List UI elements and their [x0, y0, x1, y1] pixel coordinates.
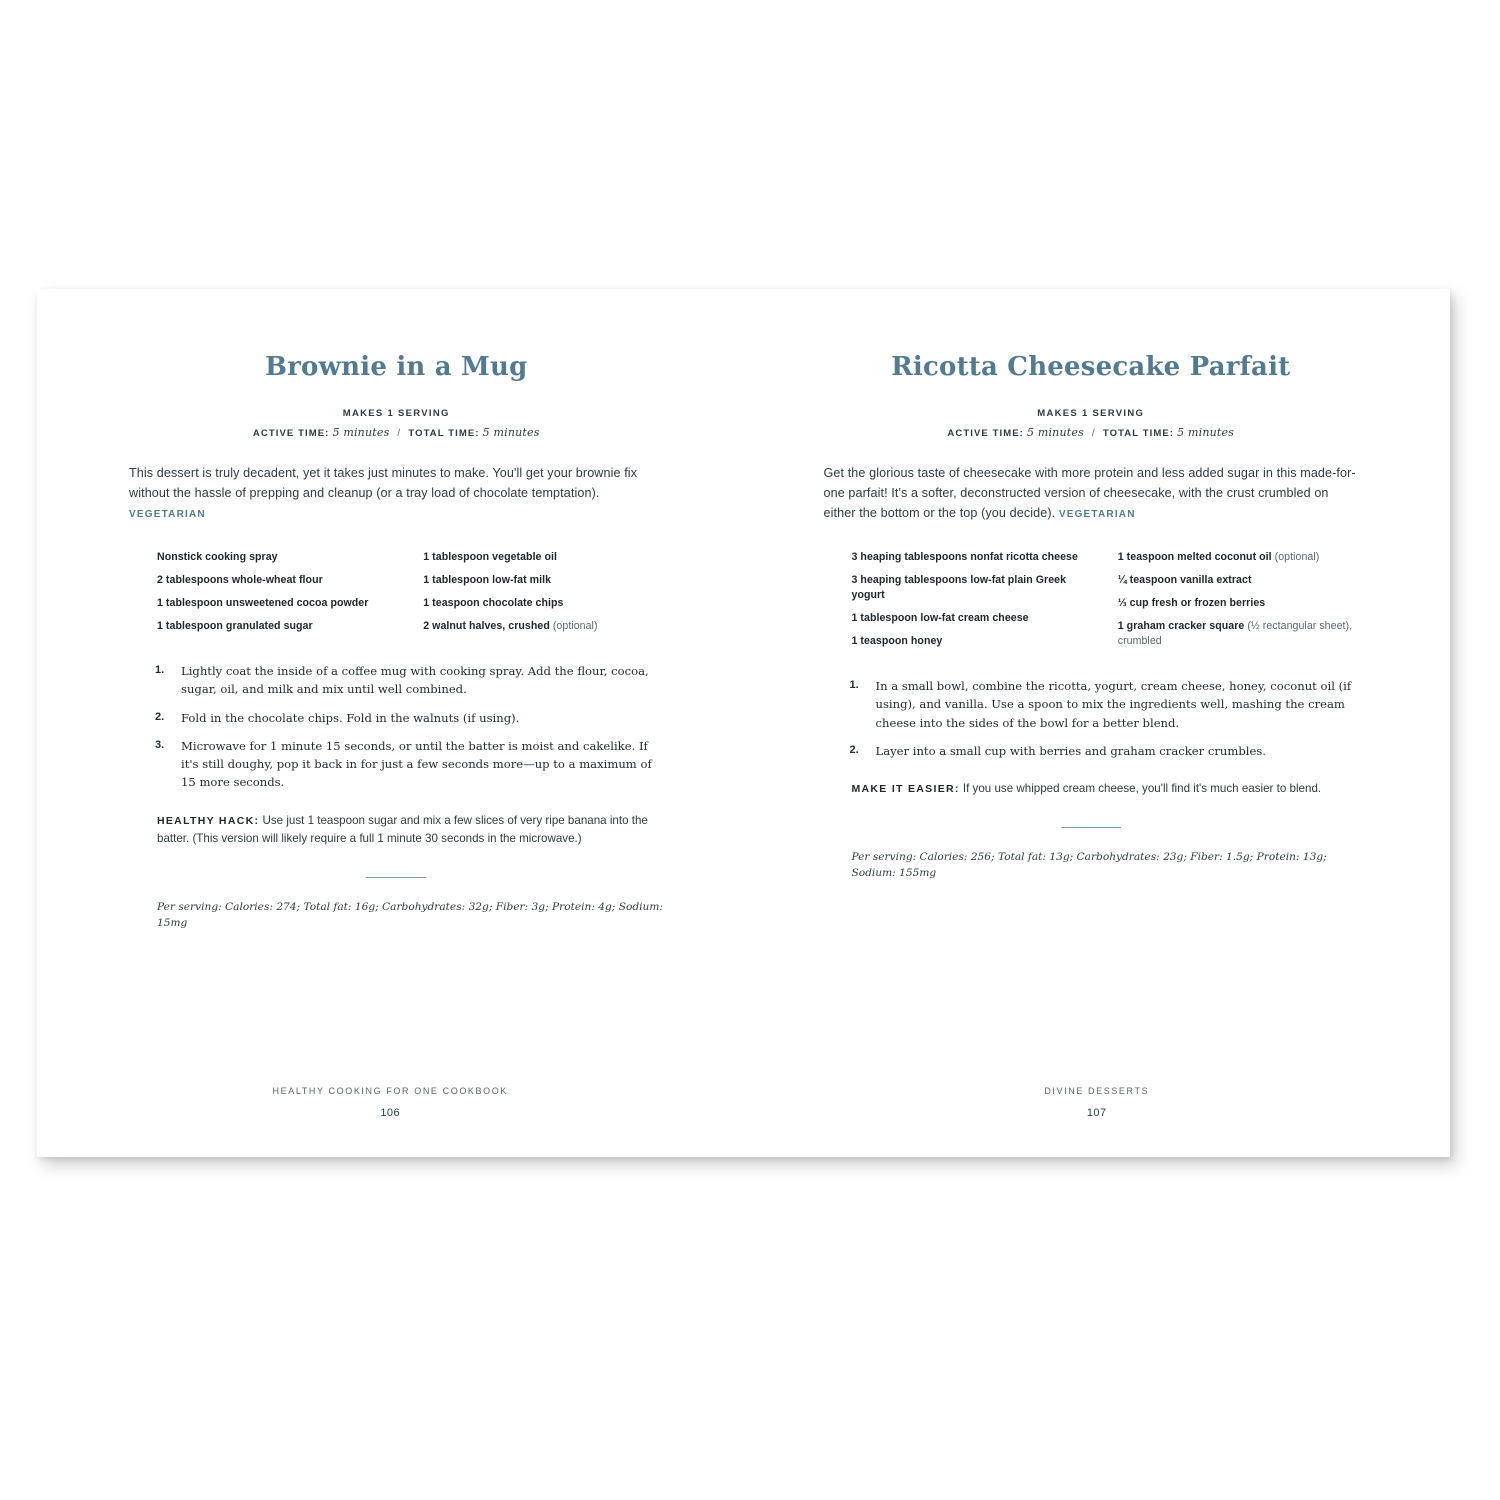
ingredient-column-1 — [852, 550, 1092, 657]
ingredient-item — [852, 573, 1092, 603]
ingredient-optional: (optional) — [1271, 550, 1320, 563]
active-time-value: 5 minutes — [332, 425, 390, 439]
intro-text: Get the glorious taste of cheesecake with more protein and less added sugar in this made-for-one parfait! It's a softer, deconstructed version of cheesecake, with the crust crumbled on either the bottom or the top (you decide). — [823, 465, 1356, 521]
ingredient-column-1 — [157, 550, 397, 642]
ingredient-item — [157, 550, 397, 565]
ingredient-text: Nonstick cooking spray — [157, 550, 278, 563]
time-separator: / — [397, 427, 401, 439]
ingredient-item — [423, 573, 663, 588]
pages-container — [37, 289, 1450, 1157]
ingredient-item — [1118, 619, 1358, 649]
ingredient-text: 3 heaping tablespoons nonfat ricotta cheese — [851, 550, 1078, 563]
note-label: HEALTHY HACK: — [157, 814, 260, 827]
total-time-label: TOTAL TIME: — [1102, 427, 1175, 439]
page-left — [37, 289, 744, 1157]
ingredient-item — [157, 573, 397, 588]
ingredient-text: 3 heaping tablespoons low-fat plain Greek yogurt — [851, 573, 1067, 601]
ingredient-item — [423, 596, 663, 611]
active-time-value: 5 minutes — [1026, 425, 1084, 439]
intro-text: This dessert is truly decadent, yet it takes just minutes to make. You'll get your brownie fix without the hassle of prepping and cleanup (or a tray load of chocolate temptation). — [129, 465, 638, 500]
ingredient-text: 2 walnut halves, crushed — [423, 619, 550, 632]
ingredient-item — [157, 596, 397, 611]
note-text: Use just 1 teaspoon sugar and mix a few slices of very ripe banana into the batter. (This version will likely require a full 1 minute 30 seconds in the microwave.) — [157, 813, 648, 846]
note-text: If you use whipped cream cheese, you'll find it's much easier to blend. — [959, 782, 1322, 796]
running-head: DIVINE DESSERTS — [1044, 1086, 1150, 1096]
total-time-value: 5 minutes — [482, 425, 540, 439]
page-footer-left — [37, 1086, 744, 1119]
servings-label: MAKES 1 SERVING — [1037, 407, 1145, 419]
ingredient-text: 1 tablespoon low-fat cream cheese — [851, 611, 1029, 624]
ingredient-text: 1 tablespoon vegetable oil — [423, 550, 558, 563]
diet-tag: VEGETARIAN — [129, 509, 206, 521]
time-line — [129, 426, 664, 439]
ingredient-optional: (½ rectangular sheet), crumbled — [1117, 619, 1353, 647]
total-time-value: 5 minutes — [1177, 425, 1235, 439]
ingredient-item — [852, 634, 1092, 649]
running-head: HEALTHY COOKING FOR ONE COOKBOOK — [272, 1086, 508, 1096]
ingredient-item — [1118, 550, 1358, 565]
page-number: 107 — [1086, 1107, 1107, 1119]
servings-label: MAKES 1 SERVING — [342, 407, 450, 419]
ingredient-text: 1 tablespoon granulated sugar — [157, 619, 313, 632]
ingredient-item — [157, 619, 397, 634]
recipe-note — [852, 780, 1359, 799]
ingredient-text: 1 teaspoon honey — [851, 634, 943, 647]
instruction-step: Lightly coat the inside of a coffee mug with cooking spray. Add the flour, cocoa, sugar, oil, and milk and mix until well combined. — [181, 663, 649, 697]
ingredient-text: ⅓ cup fresh or frozen berries — [1117, 596, 1266, 609]
note-label: MAKE IT EASIER: — [851, 783, 960, 796]
nutrition-info: Per serving: Calories: 256; Total fat: 13g; Carbohydrates: 23g; Fiber: 1.5g; Protein: 13g; Sodium: 155mg — [851, 851, 1327, 880]
ingredient-text: 1 teaspoon chocolate chips — [423, 596, 564, 609]
nutrition-info: Per serving: Calories: 274; Total fat: 16g; Carbohydrates: 32g; Fiber: 3g; Protein: 4g; Sodium: 15mg — [157, 901, 663, 930]
ingredient-item — [1118, 573, 1358, 588]
ingredient-column-2 — [423, 550, 663, 642]
instruction-step: Fold in the chocolate chips. Fold in the walnuts (if using). — [181, 710, 520, 725]
ingredient-item — [423, 550, 663, 565]
ingredient-column-2 — [1118, 550, 1358, 657]
active-time-label: ACTIVE TIME: — [252, 427, 330, 439]
recipe-intro — [129, 463, 664, 524]
total-time-label: TOTAL TIME: — [408, 427, 480, 439]
ingredient-item — [852, 550, 1092, 565]
divider-rule — [1061, 827, 1121, 829]
ingredient-item — [423, 619, 663, 634]
ingredient-text: 2 tablespoons whole-wheat flour — [157, 573, 323, 586]
page-number: 106 — [380, 1107, 401, 1119]
page-right — [744, 289, 1451, 1157]
book-spread — [37, 289, 1450, 1157]
instruction-list — [824, 677, 1359, 760]
instruction-step: Layer into a small cup with berries and graham cracker crumbles. — [875, 743, 1266, 758]
ingredient-text: 1 graham cracker square — [1117, 619, 1245, 632]
recipe-note — [157, 812, 664, 849]
page-title: Brownie in a Mug — [264, 352, 528, 382]
ingredient-text: 1 teaspoon melted coconut oil — [1117, 550, 1272, 563]
ingredient-item — [852, 611, 1092, 626]
ingredient-text: 1 tablespoon low-fat milk — [423, 573, 552, 586]
time-line — [824, 426, 1359, 439]
ingredient-text: 1 tablespoon unsweetened cocoa powder — [157, 596, 369, 609]
page-title: Ricotta Cheesecake Parfait — [891, 352, 1291, 382]
ingredient-item — [1118, 596, 1358, 611]
divider-rule — [366, 877, 426, 879]
ingredient-optional: (optional) — [549, 619, 598, 632]
instruction-step: In a small bowl, combine the ricotta, yogurt, cream cheese, honey, coconut oil (if using), and vanilla. Use a spoon to mix the ingredients well, mashing the cream cheese into the sides of the bowl for a better blend. — [875, 678, 1352, 730]
ingredient-list — [157, 550, 664, 642]
ingredient-text: ¼ teaspoon vanilla extract — [1117, 573, 1252, 586]
ingredient-list — [852, 550, 1359, 657]
instruction-list — [129, 662, 664, 792]
page-footer-right — [744, 1086, 1451, 1119]
time-separator: / — [1091, 427, 1095, 439]
recipe-intro — [824, 463, 1359, 524]
active-time-label: ACTIVE TIME: — [947, 427, 1024, 439]
diet-tag: VEGETARIAN — [1058, 509, 1136, 521]
instruction-step: Microwave for 1 minute 15 seconds, or until the batter is moist and cakelike. If it's still doughy, pop it back in for just a few seconds more—up to a maximum of 15 more seconds. — [181, 738, 652, 790]
